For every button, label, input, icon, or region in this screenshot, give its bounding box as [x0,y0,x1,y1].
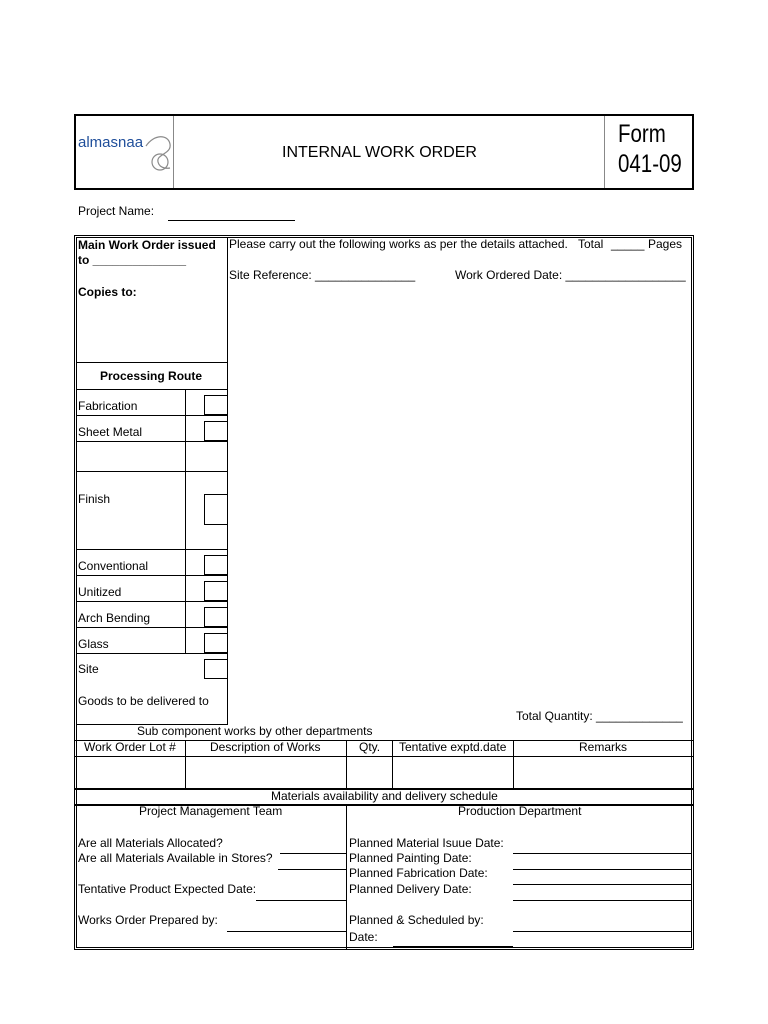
route-site-label: Site [78,662,99,676]
pm-materials-available-label: Are all Materials Available in Stores? [78,851,273,865]
route-row-sep [76,549,228,550]
pm-prepared-by-field[interactable] [227,931,346,932]
route-finish-label: Finish [78,492,111,506]
route-row-sep [76,471,228,472]
company-logo [78,130,174,174]
materials-col-divider [346,804,347,950]
logo-text: almasnaa [78,134,144,151]
pd-title: Production Department [458,804,582,818]
pd-fabrication-date-field[interactable] [513,884,692,885]
subcomponent-row-cell-qty[interactable] [347,757,391,788]
route-fabrication-label: Fabrication [78,399,138,413]
col-qty: Qty. [359,740,381,754]
issued-to-label: Main Work Order issued [78,238,216,252]
route-checkbox-divider [185,389,186,653]
work-ordered-date-field[interactable]: Work Ordered Date: __________________ [455,268,686,282]
subcomponent-row-cell-date[interactable] [393,757,512,788]
pd-fabrication-date-label: Planned Fabrication Date: [349,866,488,880]
pd-scheduled-by-field[interactable] [513,931,692,932]
col-work-order-lot: Work Order Lot # [84,740,176,754]
instruction-text: Please carry out the following works as per the details attached. [229,237,568,251]
col-tentative-date: Tentative exptd.date [399,740,507,754]
col-description-of-works: Description of Works [210,740,321,754]
pages-label: Pages [648,237,683,251]
pm-tentative-date-label: Tentative Product Expected Date: [78,882,257,896]
subcomponent-row-cell-remarks[interactable] [514,757,692,788]
pm-materials-available-field[interactable] [278,869,346,870]
project-name-field[interactable] [168,206,295,221]
total-label: Total [578,237,604,251]
project-name-label: Project Name: [78,204,155,218]
pd-date-label: Date: [349,930,378,944]
pm-materials-allocated-label: Are all Materials Allocated? [78,836,223,850]
conventional-checkbox[interactable] [204,555,228,575]
copies-to-label: Copies to: [78,285,137,299]
pd-date-field[interactable] [393,946,513,947]
route-sheet-metal-label: Sheet Metal [78,425,143,439]
finish-checkbox[interactable] [204,494,228,525]
pm-materials-allocated-field[interactable] [280,853,346,854]
route-glass-label: Glass [78,637,109,651]
site-reference-field[interactable]: Site Reference: _______________ [229,268,416,282]
route-row-sep [76,441,228,442]
route-row-sep [76,601,228,602]
route-unitized-label: Unitized [78,585,122,599]
route-row-sep [76,575,228,576]
goods-delivered-label: Goods to be delivered to [78,694,209,708]
unitized-checkbox[interactable] [204,581,228,601]
processing-route-bottom-line [76,389,228,390]
pd-painting-date-label: Planned Painting Date: [349,851,472,865]
issued-to-line: to ______________ [78,253,187,267]
fabrication-checkbox[interactable] [204,395,228,415]
processing-route-top-line [76,362,228,363]
pd-material-issue-date-field[interactable] [513,853,692,854]
form-number: 041-09 [618,150,682,178]
form-title: INTERNAL WORK ORDER [282,144,477,161]
pd-material-issue-date-label: Planned Material Isuue Date: [349,836,504,850]
logo-swirl-icon [136,130,176,172]
header-divider-right [604,116,605,188]
subcomponent-row-cell-description[interactable] [186,757,345,788]
total-quantity-field[interactable]: Total Quantity: _____________ [516,709,683,723]
pd-scheduled-by-label: Planned & Scheduled by: [349,913,484,927]
site-checkbox[interactable] [204,659,228,679]
sheet-metal-checkbox[interactable] [204,421,228,441]
pd-painting-date-field[interactable] [513,869,692,870]
pd-delivery-date-field[interactable] [513,900,692,901]
subcomponent-row-cell-lot[interactable] [76,757,184,788]
pm-prepared-by-label: Works Order Prepared by: [78,913,218,927]
pm-team-title: Project Management Team [139,804,283,818]
pm-tentative-date-field[interactable] [256,900,346,901]
total-pages-field[interactable]: _____ [611,237,645,251]
col-remarks: Remarks [579,740,628,754]
route-conventional-label: Conventional [78,559,149,573]
processing-route-title: Processing Route [100,369,203,383]
route-row-sep [76,653,228,654]
pd-delivery-date-label: Planned Delivery Date: [349,882,472,896]
materials-title: Materials availability and delivery schedule [271,789,498,803]
route-row-sep [76,627,228,628]
form-label: Form [618,120,666,148]
subcomponent-title: Sub component works by other departments [137,724,373,738]
route-arch-bending-label: Arch Bending [78,611,151,625]
glass-checkbox[interactable] [204,633,228,653]
arch-bending-checkbox[interactable] [204,607,228,627]
route-row-sep [76,415,228,416]
